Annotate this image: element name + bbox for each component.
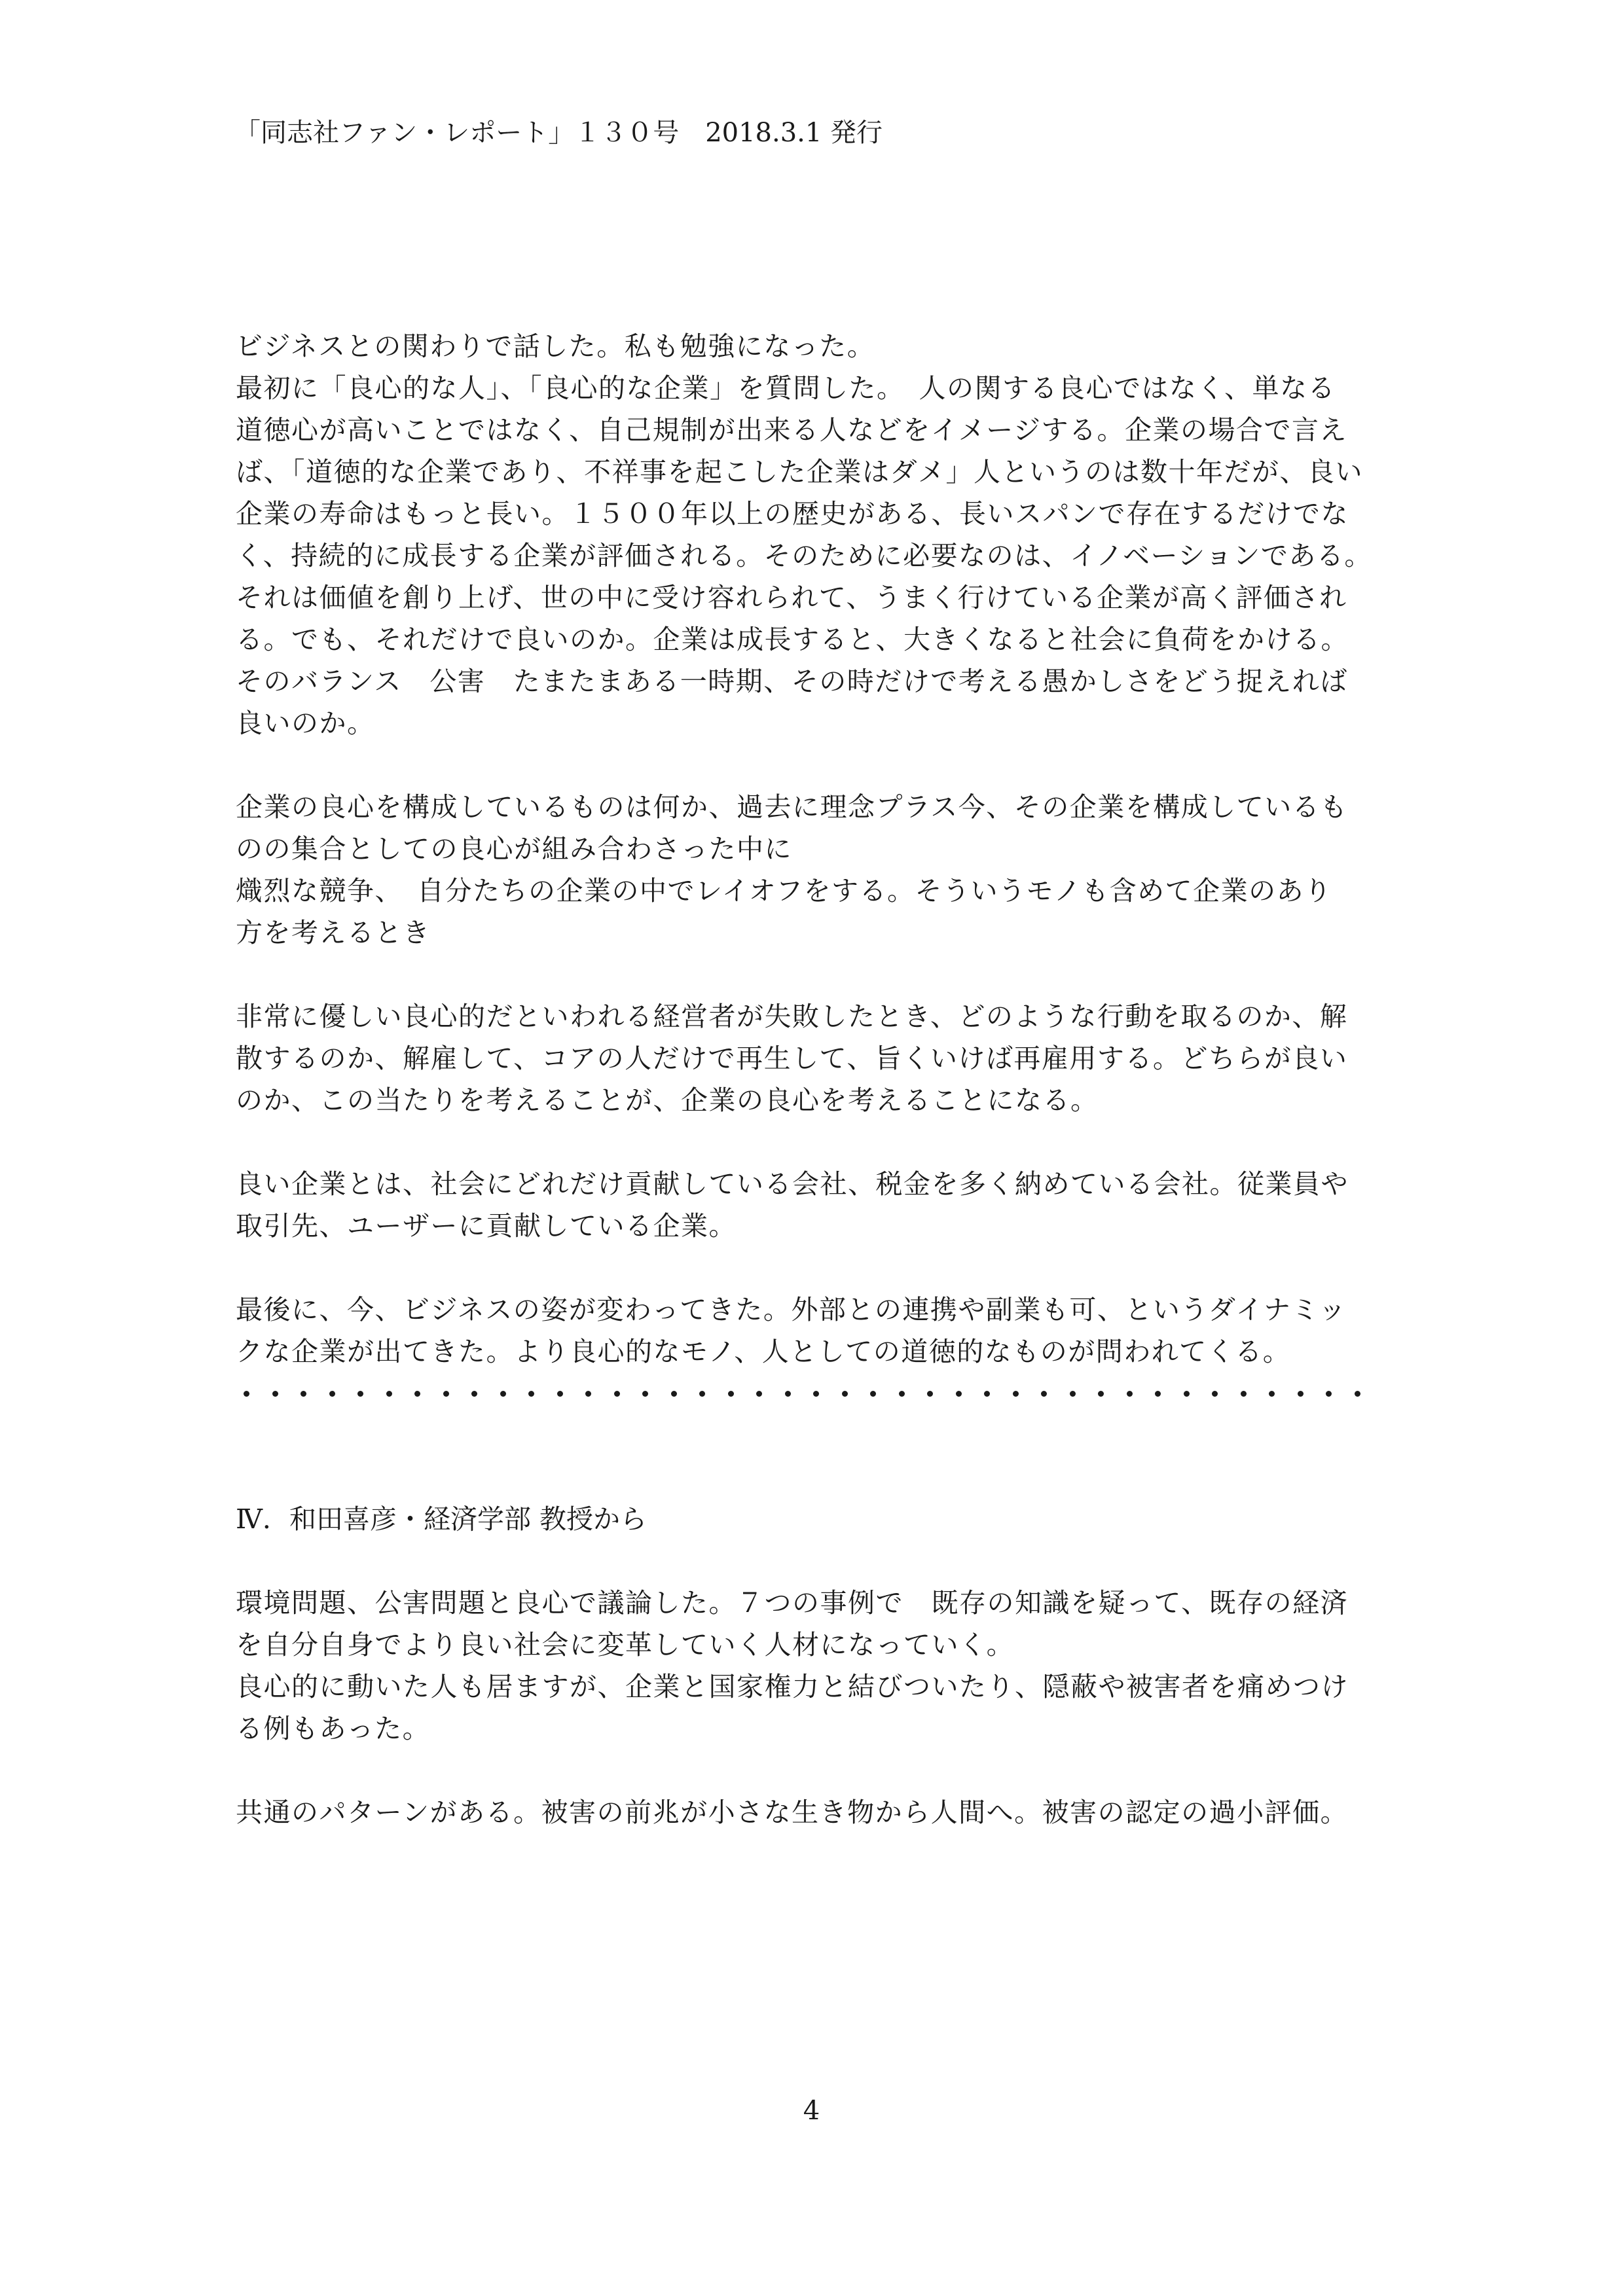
page-number: 4: [803, 2096, 820, 2126]
text-line: 良いのか。: [236, 708, 375, 739]
paragraph-intro: [236, 325, 1388, 744]
divider-dot: [1241, 1391, 1247, 1397]
divider-dot: [471, 1391, 477, 1397]
text-line: 散するのか、解雇して、コアの人だけで再生して、旨くいけば再雇用する。どちらが良い: [236, 1043, 1348, 1074]
divider-dot: [756, 1391, 762, 1397]
divider-dot: [1070, 1391, 1076, 1397]
divider-dot: [1184, 1391, 1190, 1397]
paragraph-good-company: [236, 1163, 1388, 1247]
divider-dot: [1298, 1391, 1304, 1397]
text-line: る例もあった。: [236, 1713, 431, 1744]
text-line: く、持続的に成長する企業が評価される。そのために必要なのは、イノベーションである。: [236, 540, 1372, 571]
paragraph-spacer: [236, 1456, 1388, 1498]
divider-dot: [301, 1391, 306, 1397]
text-line: 最初に「良心的な人」、「良心的な企業」を質問した。 人の関する良心ではなく、単なる: [236, 372, 1336, 404]
text-line: のか、この当たりを考えることが、企業の良心を考えることになる。: [236, 1085, 1099, 1116]
divider-dot: [1127, 1391, 1133, 1397]
dotted-divider: [236, 1372, 1388, 1414]
text-line: 方を考えるとき: [236, 917, 431, 948]
divider-dot: [443, 1391, 449, 1397]
document-body: [236, 325, 1388, 1833]
paragraph-spacer: [236, 1247, 1388, 1289]
text-line: ビジネスとの関わりで話した。私も勉強になった。: [236, 331, 875, 362]
text-line: 企業の寿命はもっと長い。１５００年以上の歴史がある、長いスパンで存在するだけでな: [236, 498, 1349, 529]
divider-dot: [414, 1391, 420, 1397]
text-line: 良心的に動いた人も居ますが、企業と国家権力と結びついたり、隠蔽や被害者を痛めつけ: [236, 1671, 1349, 1702]
divider-dot: [1212, 1391, 1218, 1397]
text-line: る。でも、それだけで良いのか。企業は成長すると、大きくなると社会に負荷をかける。: [236, 624, 1349, 655]
paragraph-spacer: [236, 1749, 1388, 1791]
paragraph-manager-failure: [236, 996, 1388, 1121]
text-line: 非常に優しい良心的だといわれる経営者が失敗したとき、どのような行動を取るのか、解: [236, 1001, 1348, 1032]
divider-dot: [357, 1391, 363, 1397]
divider-dot: [528, 1391, 534, 1397]
divider-dot: [1013, 1391, 1019, 1397]
publication-header: 「同志社ファン・レポート」１３０号 2018.3.1 発行: [234, 118, 883, 148]
divider-dot: [956, 1391, 962, 1397]
divider-dot: [1269, 1391, 1275, 1397]
divider-dot: [614, 1391, 620, 1397]
divider-dot: [1098, 1391, 1104, 1397]
text-line: 熾烈な競争、 自分たちの企業の中でレイオフをする。そういうモノも含めて企業のあり: [236, 875, 1332, 906]
divider-dot: [642, 1391, 648, 1397]
divider-dot: [1326, 1391, 1332, 1397]
divider-dot: [785, 1391, 791, 1397]
paragraph-conscience-composition: [236, 786, 1388, 954]
divider-dot: [500, 1391, 506, 1397]
paragraph-closing: [236, 1289, 1388, 1372]
text-line: それは価値を創り上げ、世の中に受け容れられて、うまく行けている企業が高く評価され: [236, 582, 1347, 613]
divider-dot: [272, 1391, 278, 1397]
paragraph-common-pattern: [236, 1791, 1388, 1833]
text-line: ば、「道徳的な企業であり、不祥事を起こした企業はダメ」人というのは数十年だが、良い: [236, 456, 1363, 488]
text-line: 取引先、ユーザーに貢献している企業。: [236, 1210, 737, 1242]
paragraph-spacer: [236, 1121, 1388, 1163]
text-line: 道徳心が高いことではなく、自己規制が出来る人などをイメージする。企業の場合で言え: [236, 414, 1347, 446]
paragraph-spacer: [236, 1414, 1388, 1456]
divider-dot: [1355, 1391, 1360, 1397]
divider-dot: [244, 1391, 249, 1397]
divider-dot: [1155, 1391, 1161, 1397]
paragraph-spacer: [236, 744, 1388, 786]
text-line: 最後に、今、ビジネスの姿が変わってきた。外部との連携や副業も可、というダイナミッ: [236, 1294, 1347, 1325]
divider-dot: [699, 1391, 705, 1397]
divider-dot: [899, 1391, 905, 1397]
divider-dot: [557, 1391, 563, 1397]
text-line: クな企業が出てきた。より良心的なモノ、人としての道徳的なものが問われてくる。: [236, 1336, 1291, 1367]
divider-dot: [927, 1391, 933, 1397]
divider-dot: [842, 1391, 848, 1397]
paragraph-spacer: [236, 954, 1388, 996]
divider-dot: [329, 1391, 335, 1397]
divider-dot: [1041, 1391, 1047, 1397]
text-line: 共通のパターンがある。被害の前兆が小さな生き物から人間へ。被害の認定の過小評価。: [236, 1797, 1349, 1828]
divider-dot: [728, 1391, 734, 1397]
divider-dot: [813, 1391, 819, 1397]
divider-dot: [984, 1391, 990, 1397]
text-line: 企業の良心を構成しているものは何か、過去に理念プラス今、その企業を構成しているも: [236, 791, 1348, 823]
text-line: のの集合としての良心が組み合わさった中に: [236, 833, 792, 865]
divider-dot: [870, 1391, 876, 1397]
text-line: 環境問題、公害問題と良心で議論した。７つの事例で 既存の知識を疑って、既存の経済: [236, 1587, 1349, 1619]
divider-dot: [671, 1391, 677, 1397]
text-line: を自分自身でより良い社会に変革していく人材になっていく。: [236, 1629, 1015, 1660]
divider-dot: [386, 1391, 392, 1397]
paragraph-spacer: [236, 1540, 1388, 1582]
text-line: そのバランス 公害 たまたまある一時期、その時だけで考える愚かしさをどう捉えれば: [236, 666, 1348, 697]
divider-dot: [585, 1391, 591, 1397]
section-heading: Ⅳ．和田喜彦・経済学部 教授から: [236, 1503, 647, 1535]
paragraph-environment-issues: [236, 1582, 1388, 1749]
text-line: 良い企業とは、社会にどれだけ貢献している会社、税金を多く納めている会社。従業員や: [236, 1168, 1349, 1200]
